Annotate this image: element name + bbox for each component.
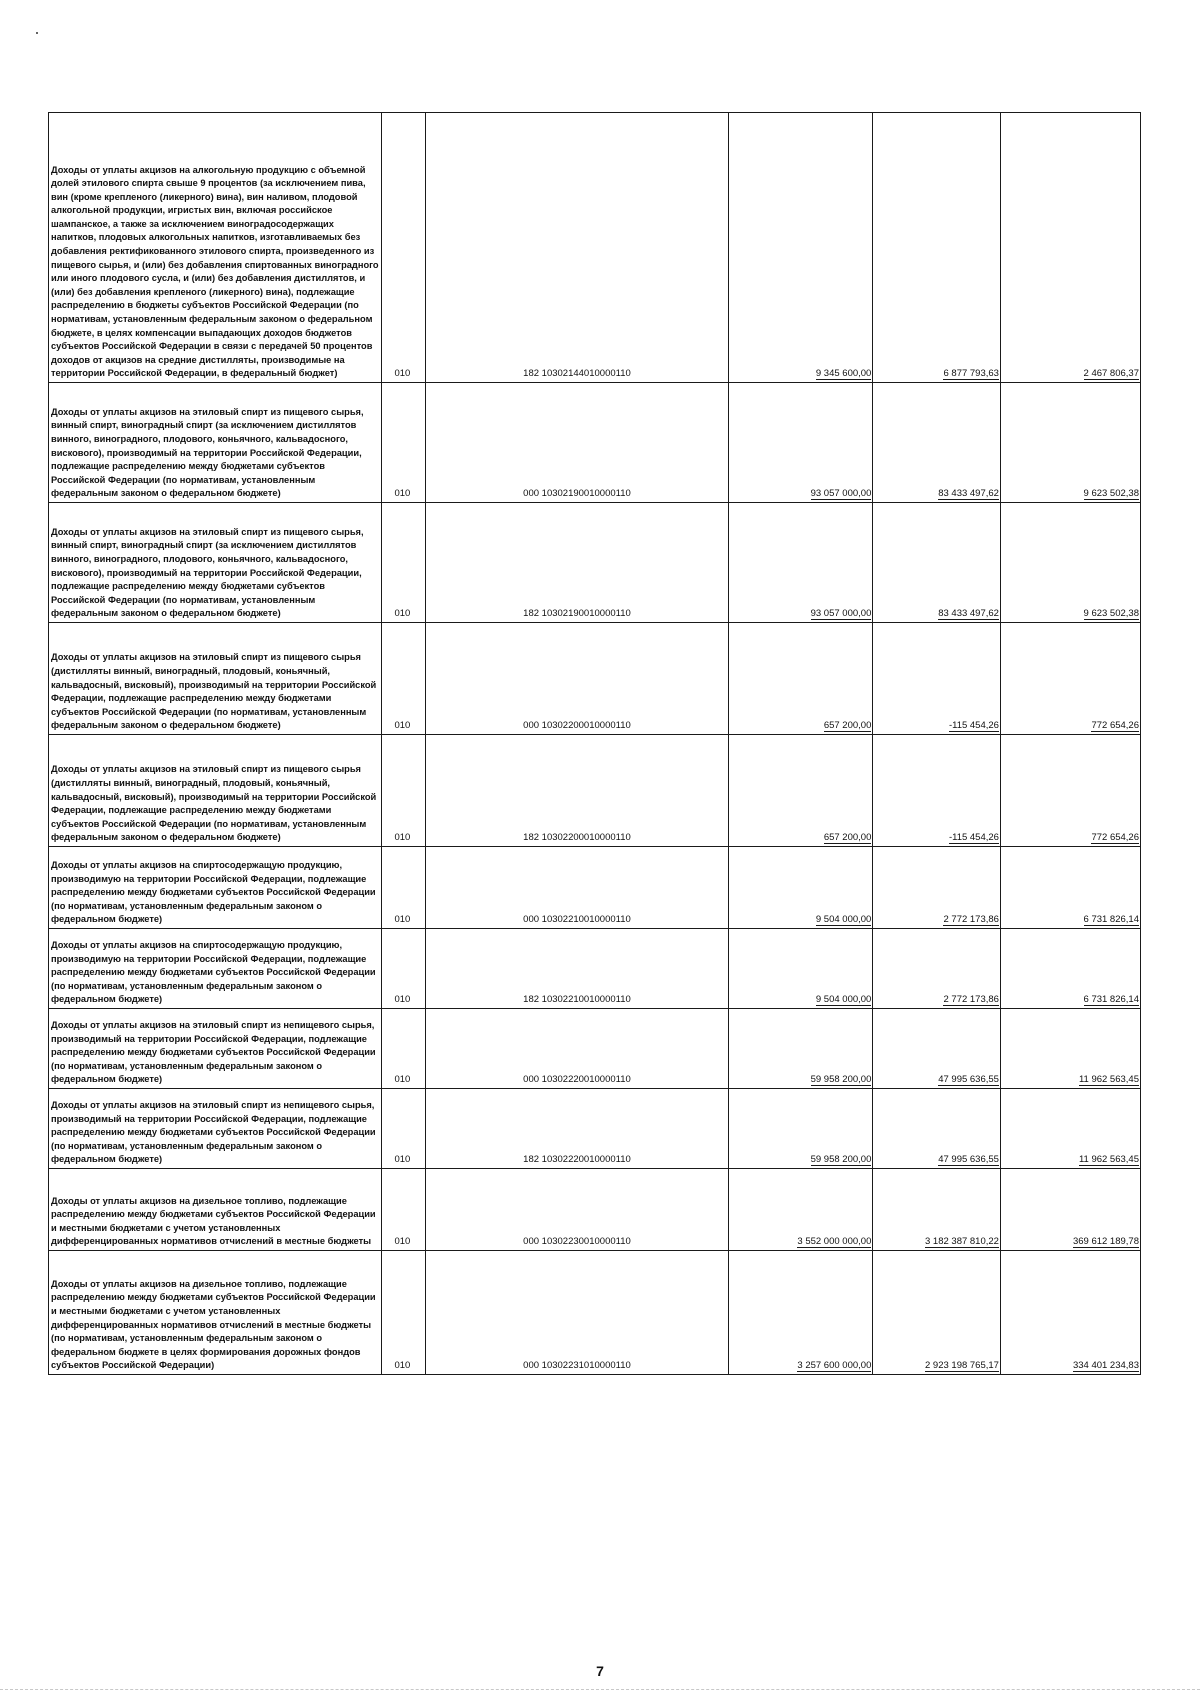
row-approved-amount bbox=[729, 847, 873, 929]
row-approved-amount-text: 59 958 200,00 bbox=[810, 1154, 872, 1166]
row-line-code-text: 010 bbox=[394, 832, 411, 844]
row-description bbox=[49, 503, 382, 623]
row-executed-amount-text: 2 772 173,86 bbox=[943, 994, 999, 1006]
table-row bbox=[49, 1009, 1141, 1089]
row-budget-code bbox=[425, 847, 729, 929]
row-unexecuted-amount-text: 11 962 563,45 bbox=[1078, 1074, 1139, 1086]
row-unexecuted-amount bbox=[1000, 623, 1140, 735]
row-executed-amount bbox=[873, 1169, 1001, 1251]
row-unexecuted-amount-text: 334 401 234,83 bbox=[1072, 1360, 1139, 1372]
row-line-code bbox=[382, 383, 425, 503]
row-description-text: Доходы от уплаты акцизов на спиртосодержащую продукцию, производимую на территории Российской Федерации, подлежащие распределению между бюджетами субъектов Российской Федерации (по нормативам, установленным федеральным законом о федеральном бюджете) bbox=[51, 940, 376, 1005]
row-line-code-text: 010 bbox=[394, 1154, 411, 1166]
row-description bbox=[49, 735, 382, 847]
row-line-code bbox=[382, 1009, 425, 1089]
row-executed-amount bbox=[873, 623, 1001, 735]
row-line-code bbox=[382, 503, 425, 623]
row-unexecuted-amount bbox=[1000, 1089, 1140, 1169]
row-budget-code bbox=[425, 383, 729, 503]
row-approved-amount bbox=[729, 383, 873, 503]
row-line-code-text: 010 bbox=[394, 1074, 411, 1086]
row-budget-code-text: 182 10302220010000110 bbox=[523, 1154, 631, 1166]
row-unexecuted-amount bbox=[1000, 735, 1140, 847]
row-unexecuted-amount-text: 772 654,26 bbox=[1091, 720, 1139, 732]
row-approved-amount bbox=[729, 1089, 873, 1169]
row-executed-amount bbox=[873, 503, 1001, 623]
row-budget-code bbox=[425, 1009, 729, 1089]
row-description-text: Доходы от уплаты акцизов на этиловый спирт из пищевого сырья (дистилляты винный, виноградный, плодовый, коньячный, кальвадосный, висковый), производимый на территории Российской Федерации, подлежащие распределению между бюджетами субъектов Российской Федерации (по нормативам, установленным федеральным законом о федеральном бюджете) bbox=[51, 652, 377, 731]
row-description-text: Доходы от уплаты акцизов на этиловый спирт из пищевого сырья, винный спирт, виноградный спирт (за исключением дистиллятов винного, виноградного, плодового, коньячного, кальвадосного, вискового), производимый на территории Российской Федерации, подлежащие распределению между бюджетами субъектов Российской Федерации (по нормативам, установленным федеральным законом о федеральном бюджете) bbox=[51, 406, 364, 499]
row-unexecuted-amount-text: 772 654,26 bbox=[1091, 832, 1139, 844]
row-approved-amount bbox=[729, 1009, 873, 1089]
row-unexecuted-amount bbox=[1000, 503, 1140, 623]
row-executed-amount-text: 2 923 198 765,17 bbox=[925, 1360, 999, 1372]
row-approved-amount bbox=[729, 929, 873, 1009]
table-row bbox=[49, 929, 1141, 1009]
row-executed-amount-text: 83 433 497,62 bbox=[938, 608, 999, 620]
row-approved-amount bbox=[729, 503, 873, 623]
row-approved-amount-text: 93 057 000,00 bbox=[810, 608, 872, 620]
row-unexecuted-amount-text: 9 623 502,38 bbox=[1083, 488, 1139, 500]
row-approved-amount-text: 3 257 600 000,00 bbox=[797, 1360, 872, 1372]
row-executed-amount bbox=[873, 1251, 1001, 1375]
table-row bbox=[49, 1251, 1141, 1375]
row-line-code bbox=[382, 113, 425, 383]
row-description-text: Доходы от уплаты акцизов на этиловый спирт из пищевого сырья (дистилляты винный, виноградный, плодовый, коньячный, кальвадосный, висковый), производимый на территории Российской Федерации, подлежащие распределению между бюджетами субъектов Российской Федерации (по нормативам, установленным федеральным законом о федеральном бюджете) bbox=[51, 764, 377, 843]
row-approved-amount bbox=[729, 113, 873, 383]
row-approved-amount-text: 9 504 000,00 bbox=[815, 914, 872, 926]
row-executed-amount-text: -115 454,26 bbox=[948, 832, 999, 844]
row-budget-code-text: 182 10302210010000110 bbox=[523, 994, 631, 1006]
scan-edge-line bbox=[0, 1689, 1200, 1690]
row-unexecuted-amount bbox=[1000, 1169, 1140, 1251]
row-budget-code-text: 182 10302190010000110 bbox=[523, 608, 631, 620]
row-budget-code bbox=[425, 1169, 729, 1251]
row-unexecuted-amount-text: 2 467 806,37 bbox=[1083, 368, 1139, 380]
table-row bbox=[49, 503, 1141, 623]
row-description-text: Доходы от уплаты акцизов на этиловый спирт из непищевого сырья, производимый на территории Российской Федерации, подлежащие распределению между бюджетами субъектов Российской Федерации (по нормативам, установленным федеральным законом о федеральном бюджете) bbox=[51, 1100, 376, 1165]
row-description-text: Доходы от уплаты акцизов на спиртосодержащую продукцию, производимую на территории Российской Федерации, подлежащие распределению между бюджетами субъектов Российской Федерации (по нормативам, установленным федеральным законом о федеральном бюджете) bbox=[51, 860, 376, 925]
row-line-code bbox=[382, 735, 425, 847]
row-unexecuted-amount bbox=[1000, 1009, 1140, 1089]
row-budget-code bbox=[425, 623, 729, 735]
row-line-code bbox=[382, 929, 425, 1009]
row-approved-amount-text: 657 200,00 bbox=[823, 720, 872, 732]
row-line-code bbox=[382, 1251, 425, 1375]
row-description bbox=[49, 113, 382, 383]
row-approved-amount-text: 59 958 200,00 bbox=[810, 1074, 872, 1086]
row-approved-amount-text: 9 504 000,00 bbox=[815, 994, 872, 1006]
row-executed-amount bbox=[873, 929, 1001, 1009]
row-unexecuted-amount bbox=[1000, 113, 1140, 383]
row-executed-amount bbox=[873, 847, 1001, 929]
row-executed-amount bbox=[873, 735, 1001, 847]
row-unexecuted-amount-text: 369 612 189,78 bbox=[1072, 1236, 1139, 1248]
row-budget-code bbox=[425, 929, 729, 1009]
row-line-code bbox=[382, 623, 425, 735]
row-description bbox=[49, 1089, 382, 1169]
row-approved-amount bbox=[729, 1251, 873, 1375]
row-description-text: Доходы от уплаты акцизов на алкогольную продукцию с объемной долей этилового спирта свыше 9 процентов (за исключением пива, вин (кроме крепленого (ликерного) вина), вин наливом, плодовой алкогольной продукции, игристых вин, включая российское шампанское, а также за исключением виноградосодержащих напитков, плодовых алкогольных напитков, изготавливаемых без добавления ректификованного этилового спирта, произведенного из пищевого сырья, и (или) без добавления спиртованных виноградного или иного плодового сусла, и (или) без добавления дистиллятов, и (или) без добавления крепленого (ликерного) вина), подлежащие распределению в бюджеты субъектов Российской Федерации (по нормативам, установленным федеральным законом о федеральном бюджете, в целях компенсации выпадающих доходов бюджетов субъектов Российской Федерации в связи с передачей 50 процентов доходов от акцизов на средние дистилляты, производимые на территории Российской Федерации, в федеральный бюджет) bbox=[51, 164, 379, 379]
row-budget-code-text: 000 10302210010000110 bbox=[523, 914, 631, 926]
row-executed-amount-text: -115 454,26 bbox=[948, 720, 999, 732]
row-description-text: Доходы от уплаты акцизов на этиловый спирт из пищевого сырья, винный спирт, виноградный спирт (за исключением дистиллятов винного, виноградного, плодового, коньячного, кальвадосного, вискового), производимый на территории Российской Федерации, подлежащие распределению между бюджетами субъектов Российской Федерации (по нормативам, установленным федеральным законом о федеральном бюджете) bbox=[51, 526, 364, 619]
row-approved-amount-text: 93 057 000,00 bbox=[810, 488, 872, 500]
row-executed-amount-text: 6 877 793,63 bbox=[943, 368, 999, 380]
row-description bbox=[49, 1009, 382, 1089]
row-budget-code bbox=[425, 1089, 729, 1169]
row-line-code bbox=[382, 847, 425, 929]
row-description-text: Доходы от уплаты акцизов на дизельное топливо, подлежащие распределению между бюджетами субъектов Российской Федерации и местными бюджетами с учетом установленных дифференцированных нормативов отчислений в местные бюджеты bbox=[51, 1195, 376, 1247]
row-description bbox=[49, 383, 382, 503]
row-executed-amount-text: 83 433 497,62 bbox=[938, 488, 999, 500]
row-description bbox=[49, 623, 382, 735]
row-approved-amount bbox=[729, 735, 873, 847]
row-approved-amount-text: 657 200,00 bbox=[823, 832, 872, 844]
row-budget-code-text: 000 10302190010000110 bbox=[523, 488, 631, 500]
row-unexecuted-amount bbox=[1000, 383, 1140, 503]
row-unexecuted-amount bbox=[1000, 1251, 1140, 1375]
row-line-code-text: 010 bbox=[394, 1236, 411, 1248]
row-executed-amount-text: 2 772 173,86 bbox=[943, 914, 999, 926]
table-row bbox=[49, 735, 1141, 847]
table-row bbox=[49, 1169, 1141, 1251]
row-line-code-text: 010 bbox=[394, 1360, 411, 1372]
row-executed-amount-text: 47 995 636,55 bbox=[938, 1154, 999, 1166]
row-unexecuted-amount-text: 6 731 826,14 bbox=[1083, 994, 1139, 1006]
row-budget-code-text: 000 10302220010000110 bbox=[523, 1074, 631, 1086]
revenue-table bbox=[48, 112, 1141, 1375]
row-line-code-text: 010 bbox=[394, 994, 411, 1006]
table-row bbox=[49, 847, 1141, 929]
row-description bbox=[49, 1251, 382, 1375]
row-executed-amount bbox=[873, 1089, 1001, 1169]
table-row bbox=[49, 113, 1141, 383]
row-executed-amount bbox=[873, 113, 1001, 383]
row-description bbox=[49, 1169, 382, 1251]
scan-speck bbox=[36, 32, 38, 34]
row-line-code-text: 010 bbox=[394, 914, 411, 926]
row-budget-code bbox=[425, 1251, 729, 1375]
row-description bbox=[49, 929, 382, 1009]
row-executed-amount bbox=[873, 383, 1001, 503]
table-row bbox=[49, 623, 1141, 735]
row-description-text: Доходы от уплаты акцизов на этиловый спирт из непищевого сырья, производимый на территории Российской Федерации, подлежащие распределению между бюджетами субъектов Российской Федерации (по нормативам, установленным федеральным законом о федеральном бюджете) bbox=[51, 1020, 376, 1085]
row-line-code bbox=[382, 1169, 425, 1251]
row-line-code-text: 010 bbox=[394, 368, 411, 380]
row-executed-amount-text: 3 182 387 810,22 bbox=[925, 1236, 999, 1248]
row-description-text: Доходы от уплаты акцизов на дизельное топливо, подлежащие распределению между бюджетами субъектов Российской Федерации и местными бюджетами с учетом установленных дифференцированных нормативов отчислений в местные бюджеты (по нормативам, установленным федеральным законом о федеральном бюджете в целях формирования дорожных фондов субъектов Российской Федерации) bbox=[51, 1278, 376, 1371]
row-budget-code-text: 000 10302230010000110 bbox=[523, 1236, 631, 1248]
row-budget-code bbox=[425, 503, 729, 623]
row-budget-code bbox=[425, 735, 729, 847]
row-executed-amount bbox=[873, 1009, 1001, 1089]
row-approved-amount-text: 3 552 000 000,00 bbox=[797, 1236, 872, 1248]
row-budget-code-text: 182 10302144010000110 bbox=[523, 368, 631, 380]
row-description bbox=[49, 847, 382, 929]
row-unexecuted-amount-text: 6 731 826,14 bbox=[1083, 914, 1139, 926]
row-budget-code-text: 182 10302200010000110 bbox=[523, 832, 631, 844]
row-line-code-text: 010 bbox=[394, 608, 411, 620]
row-budget-code-text: 000 10302231010000110 bbox=[523, 1360, 631, 1372]
page-number: 7 bbox=[596, 1663, 604, 1679]
table-row bbox=[49, 383, 1141, 503]
table-row bbox=[49, 1089, 1141, 1169]
row-line-code-text: 010 bbox=[394, 488, 411, 500]
row-unexecuted-amount bbox=[1000, 929, 1140, 1009]
row-unexecuted-amount bbox=[1000, 847, 1140, 929]
row-line-code-text: 010 bbox=[394, 720, 411, 732]
row-approved-amount bbox=[729, 1169, 873, 1251]
row-executed-amount-text: 47 995 636,55 bbox=[938, 1074, 999, 1086]
row-budget-code bbox=[425, 113, 729, 383]
row-unexecuted-amount-text: 9 623 502,38 bbox=[1083, 608, 1139, 620]
row-approved-amount bbox=[729, 623, 873, 735]
row-line-code bbox=[382, 1089, 425, 1169]
row-approved-amount-text: 9 345 600,00 bbox=[815, 368, 872, 380]
row-unexecuted-amount-text: 11 962 563,45 bbox=[1078, 1154, 1139, 1166]
row-budget-code-text: 000 10302200010000110 bbox=[523, 720, 631, 732]
